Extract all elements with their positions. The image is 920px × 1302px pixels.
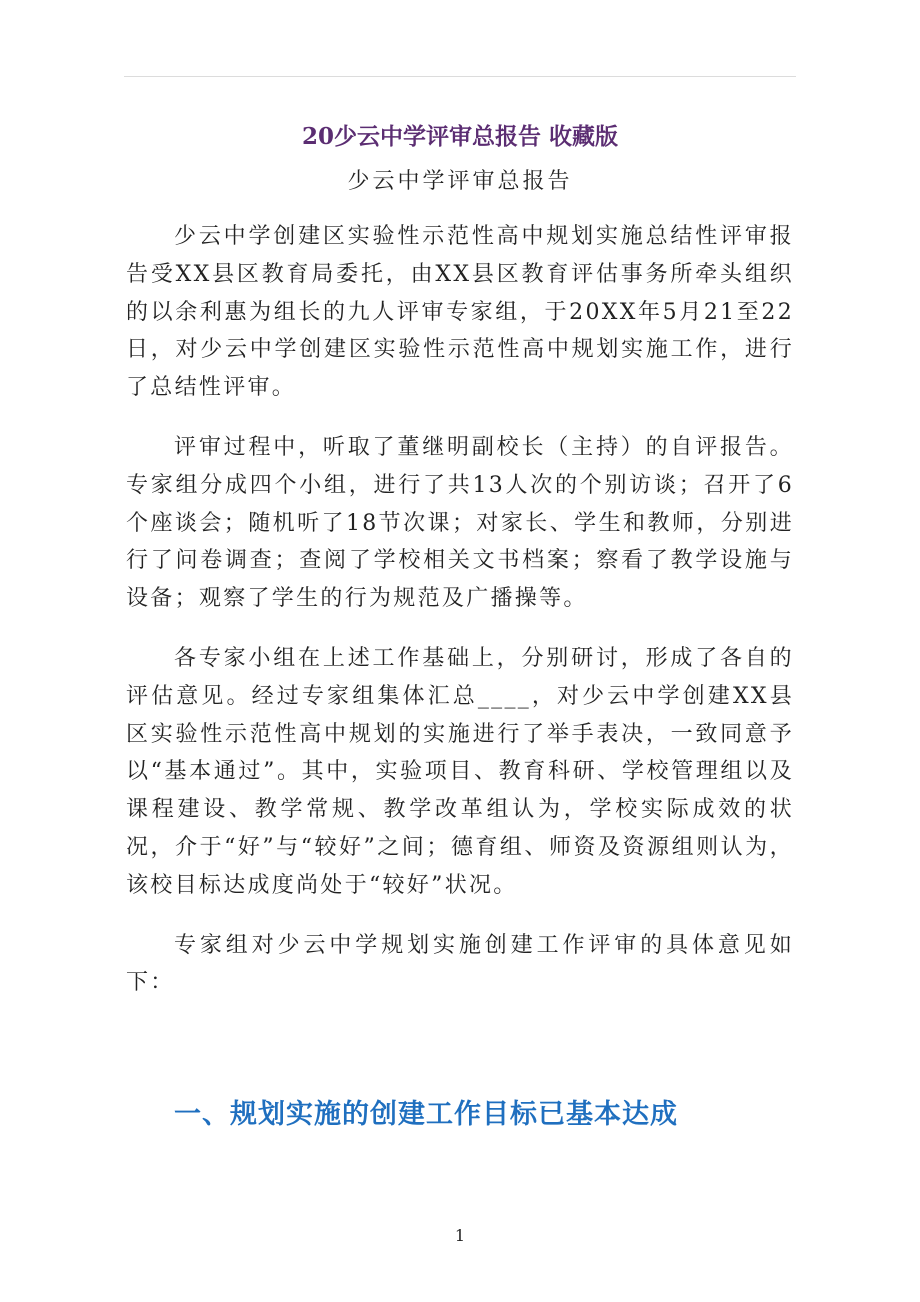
paragraph-process: 评审过程中，听取了董继明副校长（主持）的自评报告。专家组分成四个小组，进行了共13人次的个别访谈；召开了6个座谈会；随机听了18节次课；对家长、学生和教师，分别进行了问卷调查；查阅了学校相关文书档案；察看了教学设施与设备；观察了学生的行为规范及广播操等。 [126, 434, 794, 612]
paragraph-opinions-intro: 专家组对少云中学规划实施创建工作评审的具体意见如下： [126, 932, 794, 996]
page-number: 1 [454, 1226, 466, 1245]
paragraph-intro: 少云中学创建区实验性示范性高中规划实施总结性评审报告受XX县区教育局委托，由XX县区教育评估事务所牵头组织的以余利惠为组长的九人评审专家组，于20XX年5月21至22日，对少云中学创建区实验性示范性高中规划实施工作，进行了总结性评审。 [126, 224, 794, 401]
header-rule [124, 76, 796, 77]
document-subtitle: 少云中学评审总报告 [347, 169, 573, 194]
section-heading-1: 一、规划实施的创建工作目标已基本达成 [174, 1099, 678, 1130]
document-body [126, 218, 794, 1024]
document-title: 20少云中学评审总报告 收藏版 [301, 123, 618, 150]
paragraph-conclusion: 各专家小组在上述工作基础上，分别研讨，形成了各自的评估意见。经过专家组集体汇总____，对少云中学创建XX县区实验性示范性高中规划的实施进行了举手表决，一致同意予以“基本通过”。其中，实验项目、教育科研、学校管理组以及课程建设、教学常规、教学改革组认为，学校实际成效的状况，介于“好”与“较好”之间；德育组、师资及资源组则认为，该校目标达成度尚处于“较好”状况。 [126, 645, 794, 898]
